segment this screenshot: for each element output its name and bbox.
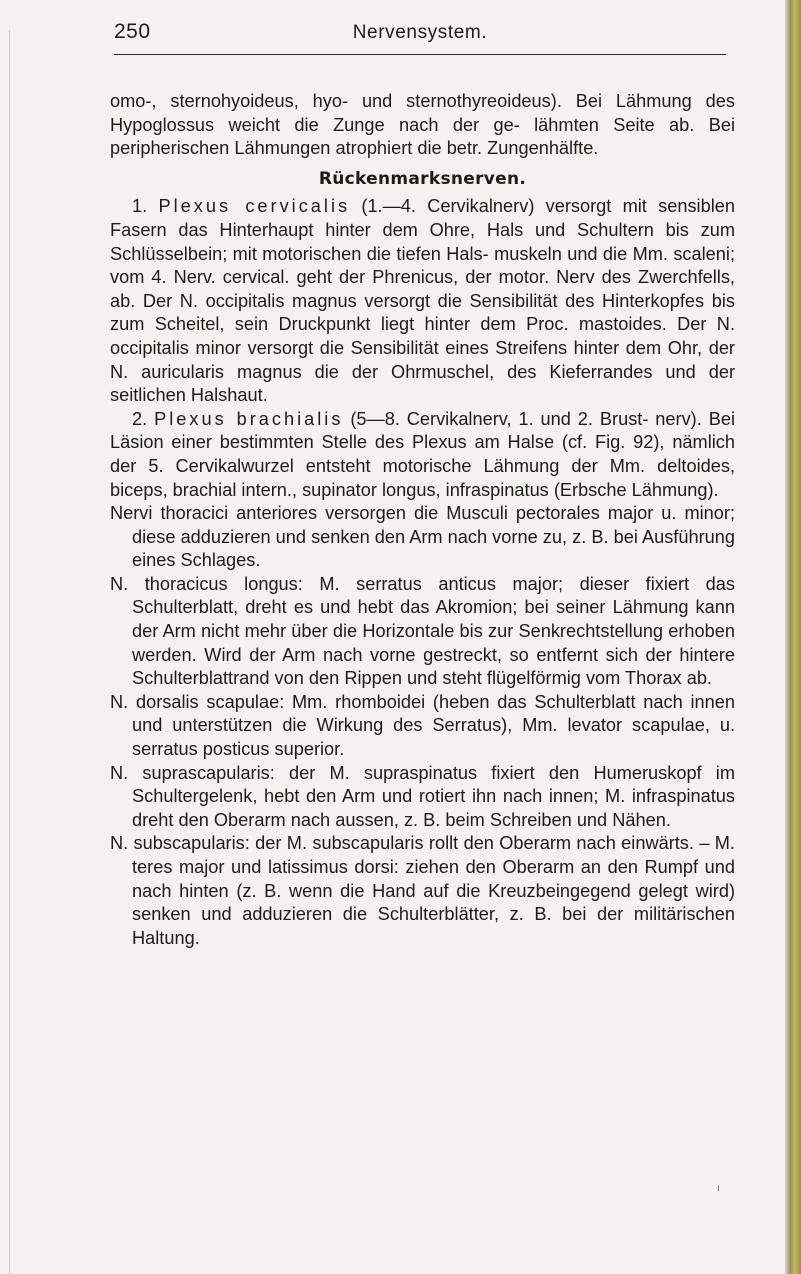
plexus-cervicalis-text: (1.—4. Cervikalnerv) versorgt mit sensiblen Fasern das Hinterhaupt hinter dem Ohre, Hals und Schultern bis zum Schlüsselbein; mit motorischen die tiefen Hals- muskeln und die Mm. scaleni; vom 4. Nerv. cervical. geht der Phrenicus, der motor. Nerv des Zwerchfells, ab. Der N. occipitalis magnus versorgt die Sensibilität des Hinterkopfes bis zum Scheitel, sein Druckpunkt liegt hinter dem Proc. mastoides. Der N. occipitalis minor versorgt die Sensibilität eines Streifens hinter dem Ohr, der N. auricularis magnus die der Ohrmuschel, des Kieferrandes und der seitlichen Halshaut. bbox=[110, 196, 735, 406]
page-number: 250 bbox=[114, 20, 151, 43]
nerve-entry-dorsalis-scapulae: N. dorsalis scapulae: Mm. rhomboidei (heben das Schulterblatt nach innen und unterstützen die Wirkung des Serratus), Mm. levator scapulae, u. serratus posticus superior. bbox=[110, 691, 735, 760]
running-title: Nervensystem. bbox=[352, 22, 488, 43]
plexus-cervicalis-number: 1. bbox=[132, 196, 148, 217]
nerve-entry-thoracici-anteriores: Nervi thoracici anteriores versorgen die Musculi pectorales major u. minor; diese adduzieren und senken den Arm nach vorne zu, z. B. bei Ausführung eines Schlages. bbox=[110, 503, 735, 571]
nerve-entry-suprascapularis: N. suprascapularis: der M. supraspinatus fixiert den Humeruskopf im Schultergelenk, hebt den Arm und rotiert ihn nach innen; M. infraspinatus dreht den Oberarm nach aussen, z. B. beim Schreiben und Nähen. bbox=[110, 762, 735, 830]
section-heading: Rückenmarksnerven. bbox=[318, 168, 527, 189]
plexus-cervicalis-name: Plexus cervicalis bbox=[158, 196, 351, 217]
intro-paragraph: omo-, sternohyoideus, hyo- und sternothyreoideus). Bei Lähmung des Hypoglossus weicht die Zunge nach der ge- lähmten Seite ab. Bei peripherischen Lähmungen atrophiert die betr. Zungenhälfte. bbox=[110, 91, 735, 159]
stray-print-mark: ı bbox=[717, 1183, 720, 1194]
plexus-brachialis-number: 2. bbox=[132, 408, 148, 429]
page-body bbox=[110, 90, 735, 950]
nerve-entry-subscapularis: N. subscapularis: der M. subscapularis rollt den Oberarm nach einwärts. – M. teres major und latissimus dorsi: ziehen den Oberarm an den Rumpf und nach hinten (z. B. wenn die Hand auf die Kreuzbeingegend gelegt wird) senken und adduzieren die Schulterblätter, z. B. bei der militärischen Haltung. bbox=[110, 833, 735, 948]
page-gutter-line bbox=[9, 30, 10, 1274]
page-header bbox=[114, 18, 726, 55]
nerve-entry-thoracicus-longus: N. thoracicus longus: M. serratus anticus major; dieser fixiert das Schulterblatt, dreht es und hebt das Akromion; bei seiner Lähmung kann der Arm nicht mehr über die Horizontale bis zur Senkrechtstellung erhoben werden. Wird der Arm nach vorne gestreckt, so entfernt sich der hintere Schulterblattrand von den Rippen und steht flügelförmig vom Thorax ab. bbox=[110, 573, 735, 689]
book-edge bbox=[785, 0, 801, 1274]
plexus-brachialis-text: (5—8. Cervikalnerv, 1. und 2. Brust- nerv). Bei Läsion einer bestimmten Stelle des Plexus am Halse (cf. Fig. 92), nämlich der 5. Cervikalwurzel entsteht motorische Lähmung der Mm. deltoides, biceps, brachial intern., supinator longus, infraspinatus (Erbsche Lähmung). bbox=[110, 408, 735, 500]
plexus-brachialis-paragraph bbox=[110, 408, 735, 502]
plexus-cervicalis-paragraph bbox=[110, 195, 735, 407]
plexus-brachialis-name: Plexus brachialis bbox=[154, 408, 344, 429]
